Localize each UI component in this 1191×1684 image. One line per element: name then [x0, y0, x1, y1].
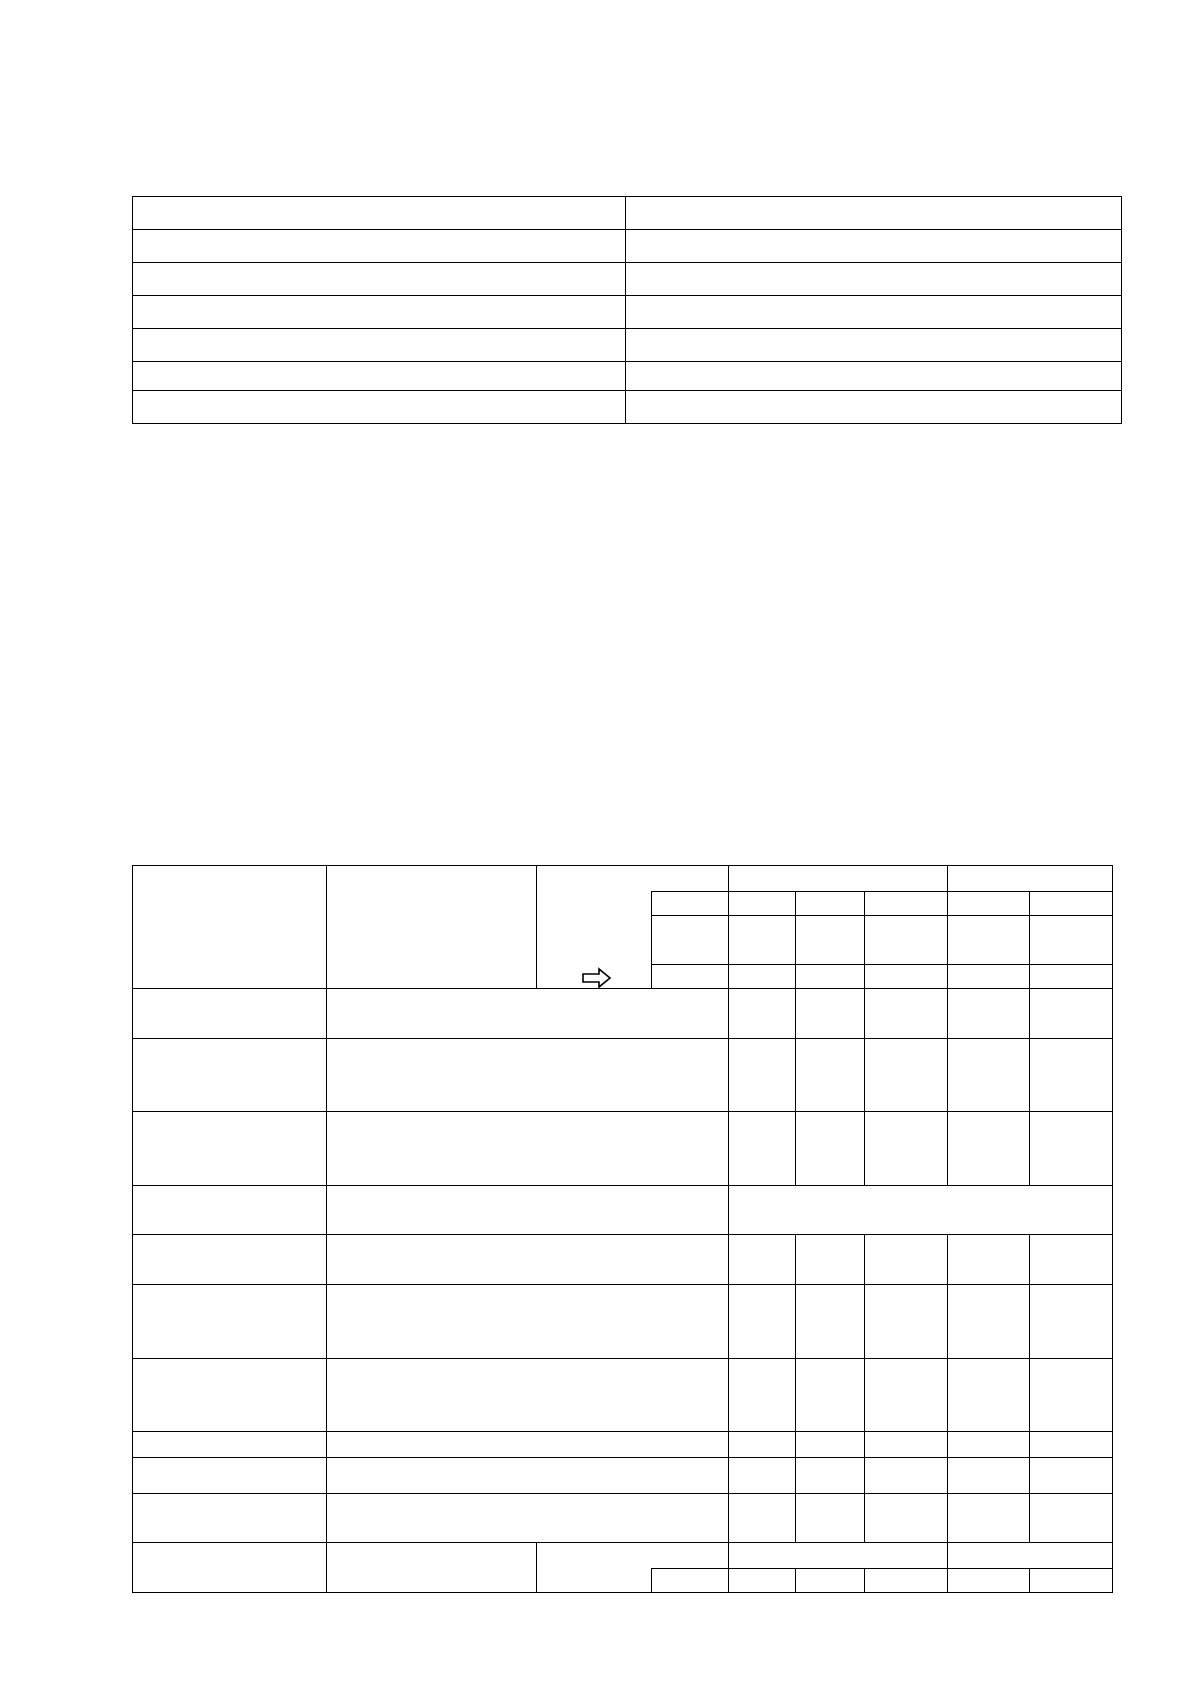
table-row	[133, 391, 1122, 424]
table-cell	[729, 1358, 796, 1432]
table-cell	[729, 1038, 796, 1112]
table-cell	[133, 391, 626, 424]
table-row	[133, 296, 1122, 329]
table-cell	[327, 1543, 537, 1593]
table-row	[133, 1186, 1113, 1235]
table-cell	[796, 1432, 865, 1457]
table-cell	[796, 1235, 865, 1284]
header-cell	[796, 964, 865, 988]
table-cell	[1030, 1493, 1113, 1542]
header-cell	[729, 964, 796, 988]
table-cell	[796, 1284, 865, 1358]
header-cell	[865, 892, 948, 916]
header-cell	[948, 916, 1030, 964]
table-row	[133, 263, 1122, 296]
header-cell	[865, 916, 948, 964]
table-cell	[948, 1432, 1030, 1457]
table-cell	[729, 1112, 796, 1186]
table-row	[133, 1284, 1113, 1358]
table-cell	[796, 1493, 865, 1542]
table-cell	[729, 1457, 796, 1493]
table-cell	[133, 329, 626, 362]
table-cell	[865, 1568, 948, 1592]
header-cell	[948, 964, 1030, 988]
table-cell	[626, 230, 1122, 263]
table-cell	[133, 1457, 327, 1493]
top-table	[132, 196, 1122, 424]
table-cell	[626, 296, 1122, 329]
table-cell	[865, 1038, 948, 1112]
table-cell	[133, 230, 626, 263]
table-cell	[133, 1235, 327, 1284]
header-cell	[948, 892, 1030, 916]
table-cell	[1030, 1284, 1113, 1358]
main-table	[132, 865, 1113, 1593]
table-cell	[1030, 1112, 1113, 1186]
header-cell	[729, 866, 948, 892]
table-cell	[626, 391, 1122, 424]
header-cell	[865, 964, 948, 988]
table-cell	[865, 1112, 948, 1186]
table-row	[133, 1432, 1113, 1457]
table-row	[133, 989, 1113, 1038]
table-cell	[133, 1112, 327, 1186]
table-row	[133, 1112, 1113, 1186]
table-cell	[1030, 1457, 1113, 1493]
table-cell	[948, 989, 1030, 1038]
table-row	[133, 1543, 1113, 1568]
header-cell	[1030, 964, 1113, 988]
table-cell	[327, 1457, 729, 1493]
header-cell	[796, 892, 865, 916]
table-cell	[133, 989, 327, 1038]
table-cell	[133, 263, 626, 296]
table-cell	[796, 1568, 865, 1592]
header-cell	[729, 892, 796, 916]
table-cell	[626, 197, 1122, 230]
header-cell	[652, 964, 729, 988]
table-cell	[133, 197, 626, 230]
table-cell	[796, 1457, 865, 1493]
table-row	[133, 1358, 1113, 1432]
table-cell	[1030, 1568, 1113, 1592]
table-cell	[796, 1358, 865, 1432]
table-cell	[327, 1284, 729, 1358]
table-cell	[327, 989, 729, 1038]
table-cell	[327, 1038, 729, 1112]
header-cell	[948, 866, 1113, 892]
table-cell	[796, 1038, 865, 1112]
table-cell	[133, 296, 626, 329]
table-cell	[652, 1568, 729, 1592]
header-cell	[1030, 916, 1113, 964]
table-cell	[948, 1493, 1030, 1542]
table-cell	[948, 1358, 1030, 1432]
table-row	[133, 1235, 1113, 1284]
header-cell	[729, 916, 796, 964]
table-row	[133, 1493, 1113, 1542]
table-row	[133, 1038, 1113, 1112]
table-cell	[865, 989, 948, 1038]
header-cell	[652, 892, 729, 916]
table-cell	[133, 1186, 327, 1235]
header-cell	[327, 866, 537, 989]
table-cell	[948, 1568, 1030, 1592]
table-cell	[865, 1493, 948, 1542]
table-cell	[133, 1284, 327, 1358]
table-cell	[729, 1493, 796, 1542]
table-cell	[133, 1543, 327, 1593]
table-cell	[796, 1112, 865, 1186]
table-cell	[626, 329, 1122, 362]
table-cell	[1030, 1432, 1113, 1457]
table-cell	[865, 1284, 948, 1358]
table-cell	[133, 1358, 327, 1432]
table-cell	[729, 1568, 796, 1592]
table-cell	[729, 1543, 948, 1568]
table-cell	[133, 1493, 327, 1542]
table-cell	[327, 1112, 729, 1186]
table-cell	[729, 1284, 796, 1358]
arrow-right-outline-icon	[582, 967, 612, 989]
table-cell	[729, 989, 796, 1038]
header-cell	[796, 916, 865, 964]
table-row	[133, 197, 1122, 230]
table-cell	[1030, 989, 1113, 1038]
table-cell	[948, 1543, 1113, 1568]
table-cell	[626, 263, 1122, 296]
table-cell	[729, 1432, 796, 1457]
header-cell	[1030, 892, 1113, 916]
header-cell	[133, 866, 327, 989]
table-cell	[327, 1235, 729, 1284]
table-cell	[626, 362, 1122, 391]
table-row	[133, 362, 1122, 391]
table-cell	[948, 1457, 1030, 1493]
table-cell	[865, 1358, 948, 1432]
header-cell	[537, 866, 729, 892]
table-cell	[133, 1038, 327, 1112]
table-cell	[133, 1432, 327, 1457]
table-cell	[327, 1432, 729, 1457]
table-cell	[948, 1235, 1030, 1284]
table-cell	[948, 1284, 1030, 1358]
table-cell	[327, 1493, 729, 1542]
table-cell	[865, 1457, 948, 1493]
table-cell	[948, 1112, 1030, 1186]
table-cell	[865, 1235, 948, 1284]
table-cell	[948, 1038, 1030, 1112]
table-row	[133, 329, 1122, 362]
table-cell	[729, 1186, 1113, 1235]
table-row	[133, 1457, 1113, 1493]
header-cell	[652, 916, 729, 964]
table-cell	[729, 1235, 796, 1284]
table-row	[133, 230, 1122, 263]
table-cell	[327, 1186, 729, 1235]
table-cell	[865, 1432, 948, 1457]
table-cell	[1030, 1358, 1113, 1432]
table-cell	[133, 362, 626, 391]
table-cell	[537, 1543, 729, 1568]
table-cell	[796, 989, 865, 1038]
table-cell	[1030, 1038, 1113, 1112]
table-row	[133, 866, 1113, 892]
table-cell	[1030, 1235, 1113, 1284]
table-cell	[327, 1358, 729, 1432]
table-cell	[537, 1568, 652, 1592]
